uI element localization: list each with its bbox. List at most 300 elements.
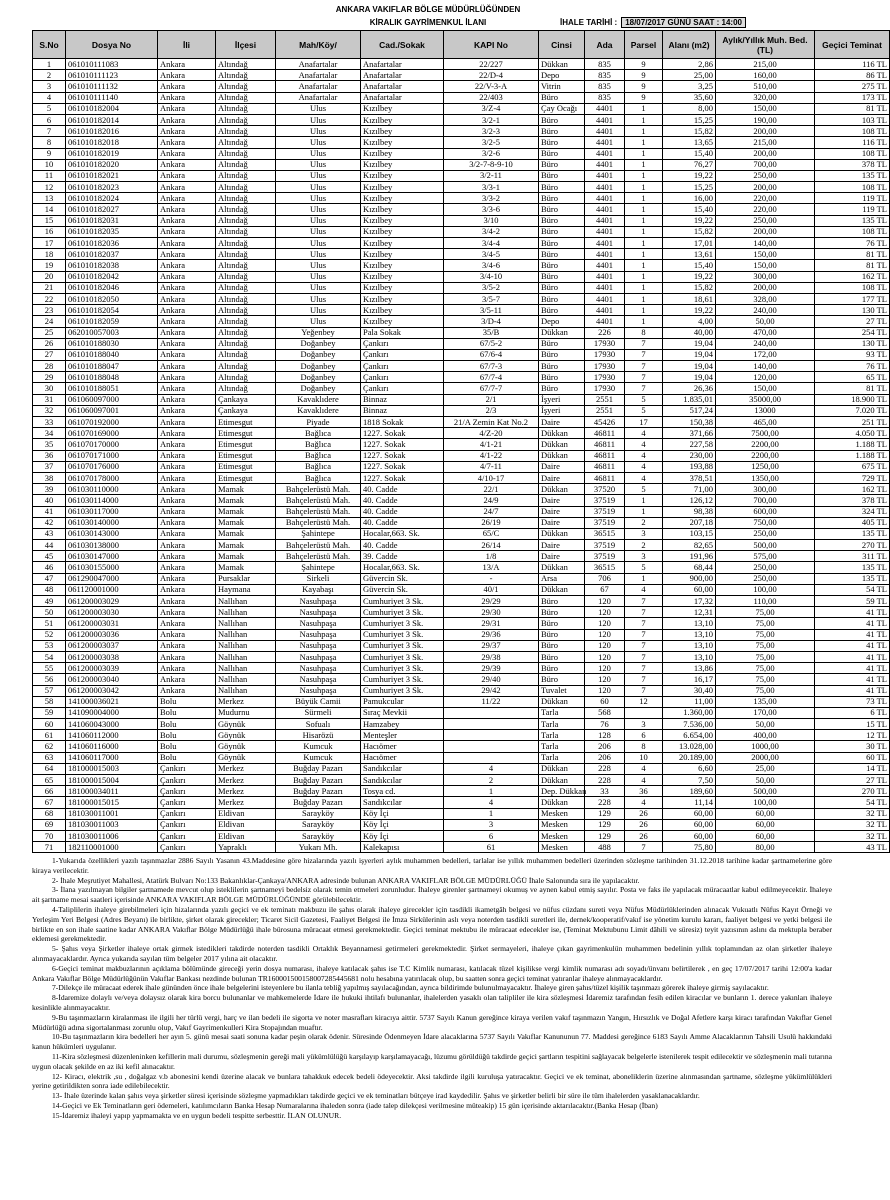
col-cadde-cell: Pala Sokak <box>361 327 444 338</box>
col-dosya-no-cell: 061010182018 <box>66 137 158 148</box>
col-dosya-no-cell: 141060116000 <box>66 741 158 752</box>
col-dosya-no-cell: 061060097000 <box>66 394 158 405</box>
col-teminat-cell: 116 TL <box>815 59 890 70</box>
col-alan-cell: 15,40 <box>663 148 716 159</box>
col-il-cell: Ankara <box>158 81 216 92</box>
col-cinsi-cell: Dükkan <box>539 763 585 774</box>
col-cadde-cell: Kızılbey <box>361 215 444 226</box>
col-sno-cell: 55 <box>33 663 66 674</box>
col-mahalle-cell: Nasuhpaşa <box>276 663 361 674</box>
col-il-cell: Ankara <box>158 607 216 618</box>
col-cinsi-cell: Büro <box>539 204 585 215</box>
col-cadde-cell: 40. Cadde <box>361 495 444 506</box>
col-ilce-cell: Göynük <box>216 741 276 752</box>
note-paragraph: 5- Şahıs veya Şirketler ihaleye ortak girmek istedikleri takdirde noterden tasdikli Ortaklık Beyannamesi getirmeleri gerekmektedir. Şirket sermayeleri, ihaleye çıkan gayrimenkulün muhammen bedelinin yıllık toplamından az olan şirketler ihaleye alınmayacaklardır. Ayrıca yukarıda sayılan tüm belgeler 2017 yılına ait olacaktır. <box>32 944 832 963</box>
col-il-cell: Ankara <box>158 450 216 461</box>
col-cadde-cell: Çankırı <box>361 372 444 383</box>
col-ilce-cell: Merkez <box>216 696 276 707</box>
table-row <box>33 763 890 774</box>
col-kapi-no-cell: 67/7-7 <box>444 383 539 394</box>
col-dosya-no-cell: 061030140000 <box>66 517 158 528</box>
col-mahalle-cell: Bahçelerüstü Mah. <box>276 506 361 517</box>
col-teminat-cell: 41 TL <box>815 685 890 696</box>
table-row <box>33 170 890 181</box>
col-dosya-no-cell: 062010057003 <box>66 327 158 338</box>
col-dosya-no-cell: 061010182059 <box>66 316 158 327</box>
col-bedel-cell: 600,00 <box>716 506 815 517</box>
col-cinsi-cell: Dükkan <box>539 797 585 808</box>
table-row <box>33 517 890 528</box>
col-cinsi-cell: Büro <box>539 607 585 618</box>
header-col-dosya-no: Dosya No <box>66 31 158 59</box>
col-il-cell: Ankara <box>158 137 216 148</box>
col-ada-cell: 46811 <box>585 472 625 483</box>
col-il-cell: Ankara <box>158 461 216 472</box>
col-teminat-cell: 86 TL <box>815 70 890 81</box>
col-kapi-no-cell: 4 <box>444 763 539 774</box>
col-cinsi-cell: Büro <box>539 260 585 271</box>
col-dosya-no-cell: 181000015003 <box>66 763 158 774</box>
col-teminat-cell: 729 TL <box>815 472 890 483</box>
col-sno-cell: 27 <box>33 349 66 360</box>
col-sno-cell: 57 <box>33 685 66 696</box>
col-alan-cell: 207,18 <box>663 517 716 528</box>
col-parsel-cell: 7 <box>625 685 663 696</box>
col-mahalle-cell: Nasuhpaşa <box>276 640 361 651</box>
col-parsel-cell: 1 <box>625 305 663 316</box>
col-ada-cell: 2551 <box>585 394 625 405</box>
col-cadde-cell: Cumhuriyet 3 Sk. <box>361 618 444 629</box>
col-sno-cell: 26 <box>33 338 66 349</box>
col-cinsi-cell: Dükkan <box>539 562 585 573</box>
table-row <box>33 148 890 159</box>
col-il-cell: Ankara <box>158 182 216 193</box>
col-teminat-cell: 81 TL <box>815 383 890 394</box>
col-ilce-cell: Altındağ <box>216 215 276 226</box>
col-cinsi-cell: Büro <box>539 137 585 148</box>
col-bedel-cell: 250,00 <box>716 215 815 226</box>
table-row <box>33 182 890 193</box>
col-kapi-no-cell: 3/4-10 <box>444 271 539 282</box>
col-bedel-cell: 75,00 <box>716 640 815 651</box>
col-il-cell: Ankara <box>158 394 216 405</box>
col-ilce-cell: Nallıhan <box>216 618 276 629</box>
tender-date <box>560 17 746 28</box>
col-parsel-cell: 5 <box>625 562 663 573</box>
col-kapi-no-cell: 1 <box>444 786 539 797</box>
col-il-cell: Ankara <box>158 249 216 260</box>
col-parsel-cell: 7 <box>625 674 663 685</box>
col-teminat-cell: 135 TL <box>815 215 890 226</box>
col-bedel-cell: 510,00 <box>716 81 815 92</box>
col-teminat-cell: 59 TL <box>815 596 890 607</box>
col-mahalle-cell: Ulus <box>276 137 361 148</box>
col-kapi-no-cell <box>444 707 539 718</box>
col-il-cell: Ankara <box>158 428 216 439</box>
col-cadde-cell: 40. Cadde <box>361 517 444 528</box>
col-alan-cell: 2,86 <box>663 59 716 70</box>
col-kapi-no-cell: 4 <box>444 797 539 808</box>
col-cadde-cell: Kızılbey <box>361 238 444 249</box>
col-mahalle-cell: Şahintepe <box>276 562 361 573</box>
col-il-cell: Bolu <box>158 696 216 707</box>
col-cinsi-cell: Büro <box>539 282 585 293</box>
col-mahalle-cell: Buğday Pazarı <box>276 797 361 808</box>
col-sno-cell: 33 <box>33 417 66 428</box>
col-il-cell: Çankırı <box>158 842 216 853</box>
col-alan-cell: 15,40 <box>663 260 716 271</box>
col-ilce-cell: Mamak <box>216 562 276 573</box>
col-bedel-cell: 75,00 <box>716 685 815 696</box>
col-bedel-cell: 100,00 <box>716 797 815 808</box>
col-ada-cell: 46811 <box>585 439 625 450</box>
col-il-cell: Ankara <box>158 126 216 137</box>
col-mahalle-cell: Sofualı <box>276 719 361 730</box>
col-parsel-cell: 1 <box>625 495 663 506</box>
col-ada-cell: 129 <box>585 819 625 830</box>
col-teminat-cell: 119 TL <box>815 193 890 204</box>
col-ada-cell: 226 <box>585 327 625 338</box>
col-ada-cell: 128 <box>585 730 625 741</box>
col-il-cell: Ankara <box>158 293 216 304</box>
note-paragraph: 2- İhale Meşrutiyet Mahallesi, Atatürk Bulvarı No:133 Bakanlıklar-Çankaya/ANKARA adresinde bulunan ANKARA VAKIFLAR BÖLGE MÜDÜRLÜĞÜ İhale Salonunda sıra ile yapılacaktır. <box>52 875 640 885</box>
col-cinsi-cell: Büro <box>539 293 585 304</box>
col-dosya-no-cell: 061030147000 <box>66 551 158 562</box>
col-bedel-cell: 465,00 <box>716 417 815 428</box>
col-alan-cell: 25,00 <box>663 70 716 81</box>
table-row <box>33 92 890 103</box>
table-row <box>33 372 890 383</box>
col-bedel-cell: 60,00 <box>716 830 815 841</box>
col-bedel-cell: 2000,00 <box>716 752 815 763</box>
col-dosya-no-cell: 181000015015 <box>66 797 158 808</box>
col-kapi-no-cell: 29/30 <box>444 607 539 618</box>
col-ada-cell: 835 <box>585 92 625 103</box>
col-parsel-cell: 1 <box>625 159 663 170</box>
col-ada-cell: 17930 <box>585 372 625 383</box>
col-mahalle-cell: Ulus <box>276 182 361 193</box>
col-sno-cell: 1 <box>33 59 66 70</box>
col-mahalle-cell: Sarayköy <box>276 819 361 830</box>
col-alan-cell: 19,04 <box>663 349 716 360</box>
header-col-cinsi: Cinsi <box>539 31 585 59</box>
col-sno-cell: 39 <box>33 484 66 495</box>
col-mahalle-cell: Bahçelerüstü Mah. <box>276 517 361 528</box>
col-mahalle-cell: Ulus <box>276 226 361 237</box>
col-sno-cell: 36 <box>33 450 66 461</box>
col-kapi-no-cell: 3/4-5 <box>444 249 539 260</box>
col-teminat-cell: 15 TL <box>815 719 890 730</box>
col-mahalle-cell: Sarayköy <box>276 808 361 819</box>
col-sno-cell: 28 <box>33 361 66 372</box>
col-parsel-cell: 17 <box>625 417 663 428</box>
col-teminat-cell: 135 TL <box>815 528 890 539</box>
col-il-cell: Ankara <box>158 506 216 517</box>
col-teminat-cell: 311 TL <box>815 551 890 562</box>
col-teminat-cell: 54 TL <box>815 584 890 595</box>
col-cinsi-cell: Büro <box>539 629 585 640</box>
col-cinsi-cell: Mesken <box>539 842 585 853</box>
col-parsel-cell: 1 <box>625 148 663 159</box>
table-body <box>33 59 890 853</box>
col-kapi-no-cell: 29/31 <box>444 618 539 629</box>
col-cinsi-cell: Büro <box>539 372 585 383</box>
col-cinsi-cell: Daire <box>539 495 585 506</box>
col-il-cell: Ankara <box>158 618 216 629</box>
col-ilce-cell: Nallıhan <box>216 651 276 662</box>
col-dosya-no-cell: 061010188047 <box>66 361 158 372</box>
col-sno-cell: 12 <box>33 182 66 193</box>
col-il-cell: Ankara <box>158 260 216 271</box>
col-ada-cell: 4401 <box>585 293 625 304</box>
col-ilce-cell: Altındağ <box>216 159 276 170</box>
col-mahalle-cell: Buğday Pazarı <box>276 775 361 786</box>
table-row <box>33 707 890 718</box>
col-cadde-cell: Kızılbey <box>361 226 444 237</box>
col-parsel-cell: 9 <box>625 92 663 103</box>
col-ilce-cell: Nallıhan <box>216 663 276 674</box>
table-row <box>33 685 890 696</box>
col-kapi-no-cell: 4/1-21 <box>444 439 539 450</box>
col-cinsi-cell: Büro <box>539 349 585 360</box>
table-row <box>33 741 890 752</box>
col-kapi-no-cell: 22/1 <box>444 484 539 495</box>
col-cinsi-cell: Daire <box>539 461 585 472</box>
col-dosya-no-cell: 061030143000 <box>66 528 158 539</box>
col-bedel-cell: 2200,00 <box>716 450 815 461</box>
col-il-cell: Ankara <box>158 495 216 506</box>
col-teminat-cell: 41 TL <box>815 618 890 629</box>
col-cinsi-cell: Tuvalet <box>539 685 585 696</box>
col-kapi-no-cell: 29/36 <box>444 629 539 640</box>
col-bedel-cell: 400,00 <box>716 730 815 741</box>
col-cadde-cell: Anafartalar <box>361 70 444 81</box>
col-il-cell: Ankara <box>158 327 216 338</box>
col-parsel-cell: 1 <box>625 282 663 293</box>
col-ilce-cell: Göynük <box>216 752 276 763</box>
col-alan-cell: 15,40 <box>663 204 716 215</box>
col-ilce-cell: Altındağ <box>216 271 276 282</box>
col-ada-cell: 17930 <box>585 383 625 394</box>
col-ilce-cell: Göynük <box>216 719 276 730</box>
col-dosya-no-cell: 061030110000 <box>66 484 158 495</box>
col-parsel-cell: 1 <box>625 114 663 125</box>
col-bedel-cell: 75,00 <box>716 663 815 674</box>
col-dosya-no-cell: 061010188048 <box>66 372 158 383</box>
col-alan-cell: 11,14 <box>663 797 716 808</box>
col-teminat-cell: 324 TL <box>815 506 890 517</box>
col-sno-cell: 46 <box>33 562 66 573</box>
col-mahalle-cell: Yeğenbey <box>276 327 361 338</box>
col-mahalle-cell: Bahçelerüstü Mah. <box>276 540 361 551</box>
col-cadde-cell: Kızılbey <box>361 193 444 204</box>
col-ilce-cell: Haymana <box>216 584 276 595</box>
col-alan-cell: 517,24 <box>663 405 716 416</box>
col-parsel-cell: 7 <box>625 640 663 651</box>
table-row <box>33 59 890 70</box>
col-alan-cell: 150,38 <box>663 417 716 428</box>
col-ilce-cell: Altındağ <box>216 182 276 193</box>
col-mahalle-cell: Nasuhpaşa <box>276 685 361 696</box>
col-parsel-cell: 7 <box>625 349 663 360</box>
col-kapi-no-cell: 1 <box>444 808 539 819</box>
col-sno-cell: 52 <box>33 629 66 640</box>
col-cadde-cell: 1227. Sokak <box>361 439 444 450</box>
col-sno-cell: 62 <box>33 741 66 752</box>
col-parsel-cell: 4 <box>625 797 663 808</box>
col-ada-cell: 4401 <box>585 316 625 327</box>
col-sno-cell: 38 <box>33 472 66 483</box>
col-mahalle-cell: Ulus <box>276 305 361 316</box>
col-teminat-cell: 378 TL <box>815 159 890 170</box>
col-cadde-cell: Hocalar,663. Sk. <box>361 562 444 573</box>
col-sno-cell: 25 <box>33 327 66 338</box>
col-kapi-no-cell: 40/1 <box>444 584 539 595</box>
col-mahalle-cell: Doğanbey <box>276 338 361 349</box>
col-ada-cell: 120 <box>585 640 625 651</box>
col-teminat-cell: 12 TL <box>815 730 890 741</box>
col-alan-cell: 82,65 <box>663 540 716 551</box>
col-bedel-cell: 100,00 <box>716 584 815 595</box>
col-kapi-no-cell: 3/2-3 <box>444 126 539 137</box>
col-dosya-no-cell: 061010188051 <box>66 383 158 394</box>
col-parsel-cell: 1 <box>625 182 663 193</box>
col-cadde-cell: Kızılbey <box>361 260 444 271</box>
col-teminat-cell: 108 TL <box>815 182 890 193</box>
col-teminat-cell: 76 TL <box>815 238 890 249</box>
col-cinsi-cell: Büro <box>539 305 585 316</box>
col-alan-cell: 60,00 <box>663 819 716 830</box>
col-sno-cell: 60 <box>33 719 66 730</box>
col-il-cell: Ankara <box>158 193 216 204</box>
table-row <box>33 842 890 853</box>
col-dosya-no-cell: 061010182036 <box>66 238 158 249</box>
col-dosya-no-cell: 141060117000 <box>66 752 158 763</box>
col-ada-cell: 36515 <box>585 562 625 573</box>
col-ilce-cell: Altındağ <box>216 361 276 372</box>
col-bedel-cell: 140,00 <box>716 238 815 249</box>
col-dosya-no-cell: 061010182054 <box>66 305 158 316</box>
table-row <box>33 808 890 819</box>
col-dosya-no-cell: 141060112000 <box>66 730 158 741</box>
col-sno-cell: 45 <box>33 551 66 562</box>
col-il-cell: Çankırı <box>158 830 216 841</box>
col-sno-cell: 11 <box>33 170 66 181</box>
col-alan-cell: 126,12 <box>663 495 716 506</box>
table-row <box>33 114 890 125</box>
col-dosya-no-cell: 061010182024 <box>66 193 158 204</box>
col-parsel-cell: 6 <box>625 730 663 741</box>
table-row <box>33 562 890 573</box>
col-parsel-cell: 7 <box>625 607 663 618</box>
col-alan-cell: 191,96 <box>663 551 716 562</box>
col-il-cell: Ankara <box>158 114 216 125</box>
col-kapi-no-cell: 22/403 <box>444 92 539 103</box>
col-alan-cell: 15,82 <box>663 126 716 137</box>
col-cadde-cell: Güvercin Sk. <box>361 573 444 584</box>
col-dosya-no-cell: 061010182014 <box>66 114 158 125</box>
col-teminat-cell: 177 TL <box>815 293 890 304</box>
col-bedel-cell: 250,00 <box>716 562 815 573</box>
col-parsel-cell: 26 <box>625 819 663 830</box>
col-alan-cell: 13,10 <box>663 629 716 640</box>
col-cinsi-cell: Tarla <box>539 741 585 752</box>
col-dosya-no-cell: 061010111083 <box>66 59 158 70</box>
col-kapi-no-cell: 3/2-5 <box>444 137 539 148</box>
col-mahalle-cell: Anafartalar <box>276 70 361 81</box>
col-mahalle-cell: Bahçelerüstü Mah. <box>276 484 361 495</box>
col-ada-cell: 37519 <box>585 540 625 551</box>
col-il-cell: Bolu <box>158 741 216 752</box>
header-col-kapi-no: KAPI No <box>444 31 539 59</box>
col-cinsi-cell: İşyeri <box>539 394 585 405</box>
col-teminat-cell: 81 TL <box>815 249 890 260</box>
col-cadde-cell: Tosya cd. <box>361 786 444 797</box>
col-bedel-cell: 150,00 <box>716 260 815 271</box>
col-ilce-cell: Mamak <box>216 495 276 506</box>
col-parsel-cell: 1 <box>625 249 663 260</box>
col-ilce-cell: Merkez <box>216 775 276 786</box>
col-il-cell: Çankırı <box>158 808 216 819</box>
col-kapi-no-cell: 29/39 <box>444 663 539 674</box>
note-paragraph: 7-Dilekçe ile müracaat ederek ihale gününden önce ihale belgelerini isteyenlere bu ilanla tebliğ yapılmış sayılacağından, ayrıca bildirimde bulunulmayacaktır. İhaleye giren şahıs/tüzel kişilik taşınmazı görerek ihaleye girmiş sayılacaktır. <box>52 983 769 993</box>
col-teminat-cell: 7.020 TL <box>815 405 890 416</box>
col-il-cell: Çankırı <box>158 797 216 808</box>
col-kapi-no-cell: 3/Z-4 <box>444 103 539 114</box>
col-teminat-cell: 119 TL <box>815 204 890 215</box>
col-parsel-cell: 1 <box>625 126 663 137</box>
col-alan-cell: 103,15 <box>663 528 716 539</box>
col-il-cell: Bolu <box>158 707 216 718</box>
col-alan-cell: 1.360,00 <box>663 707 716 718</box>
col-bedel-cell: 200,00 <box>716 226 815 237</box>
col-kapi-no-cell: 3/5-7 <box>444 293 539 304</box>
col-cinsi-cell: Büro <box>539 238 585 249</box>
col-ilce-cell: Nallıhan <box>216 629 276 640</box>
col-teminat-cell: 270 TL <box>815 540 890 551</box>
col-dosya-no-cell: 061200003037 <box>66 640 158 651</box>
col-cinsi-cell: Büro <box>539 249 585 260</box>
col-ilce-cell: Nallıhan <box>216 596 276 607</box>
col-bedel-cell: 240,00 <box>716 338 815 349</box>
col-kapi-no-cell: 29/29 <box>444 596 539 607</box>
col-dosya-no-cell: 061070170000 <box>66 439 158 450</box>
col-bedel-cell: 320,00 <box>716 92 815 103</box>
col-kapi-no-cell: 11/22 <box>444 696 539 707</box>
table-row <box>33 629 890 640</box>
col-ada-cell: 37519 <box>585 517 625 528</box>
col-cinsi-cell: Dükkan <box>539 327 585 338</box>
col-il-cell: Ankara <box>158 70 216 81</box>
col-cadde-cell: 40. Cadde <box>361 506 444 517</box>
col-kapi-no-cell: - <box>444 573 539 584</box>
col-ada-cell: 129 <box>585 830 625 841</box>
col-mahalle-cell: Ulus <box>276 126 361 137</box>
col-cinsi-cell: Dükkan <box>539 528 585 539</box>
col-cadde-cell: Kızılbey <box>361 249 444 260</box>
col-cadde-cell: Cumhuriyet 3 Sk. <box>361 629 444 640</box>
col-ada-cell: 60 <box>585 696 625 707</box>
table-row <box>33 417 890 428</box>
table-row <box>33 573 890 584</box>
col-cadde-cell: Kızılbey <box>361 137 444 148</box>
col-parsel-cell: 4 <box>625 461 663 472</box>
col-il-cell: Ankara <box>158 573 216 584</box>
table-row <box>33 215 890 226</box>
col-cadde-cell: Kızılbey <box>361 170 444 181</box>
col-sno-cell: 47 <box>33 573 66 584</box>
col-sno-cell: 44 <box>33 540 66 551</box>
